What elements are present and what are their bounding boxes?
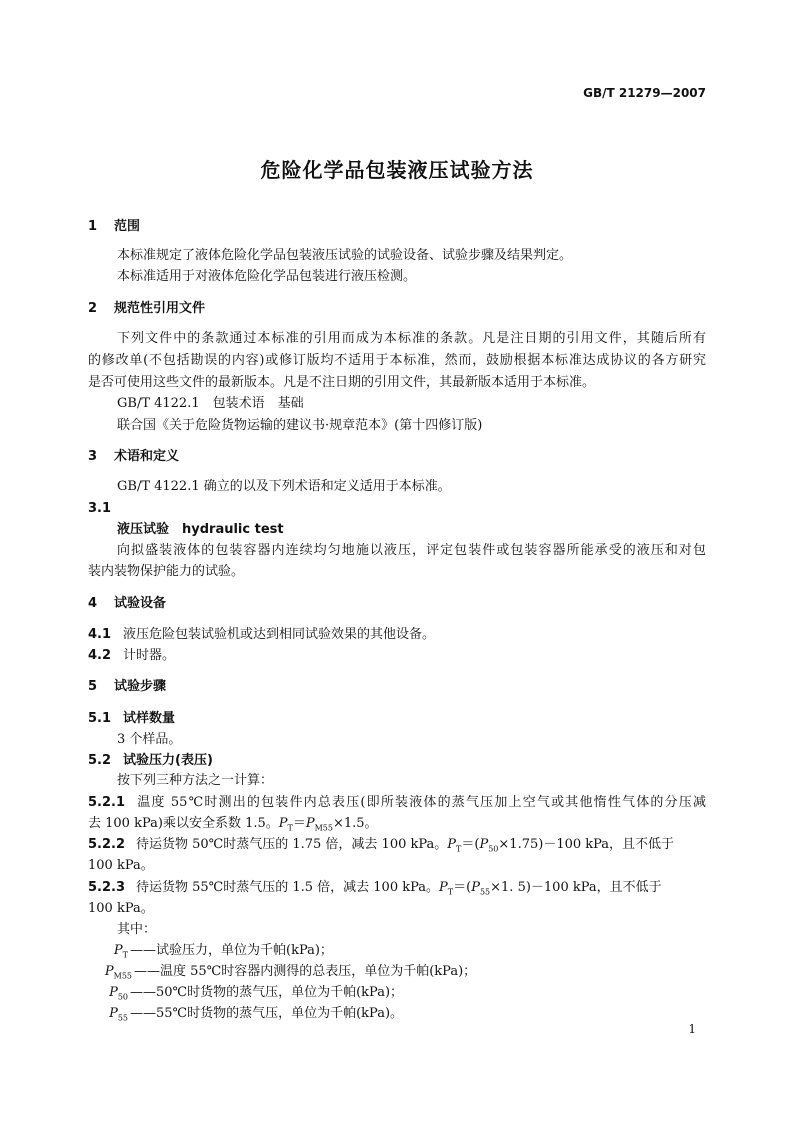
subsection-5-1-text: 3 个样品。 bbox=[117, 732, 182, 747]
section-5-heading: 5 试验步骤 bbox=[88, 679, 167, 694]
item-4-1: 4.1 液压危险包装试验机或达到相同试验效果的其他设备。 bbox=[88, 627, 436, 642]
term-hydraulic-test: 液压试验 hydraulic test bbox=[117, 522, 284, 537]
standard-code: GB/T 21279—2007 bbox=[583, 86, 706, 100]
section-3-para-1: GB/T 4122.1 确立的以及下列术语和定义适用于本标准。 bbox=[117, 479, 451, 494]
section-2-para-line-3: 是否可使用这些文件的最新版本。凡是不注日期的引用文件，其最新版本适用于本标准。 bbox=[88, 375, 596, 390]
clause-5-2-1-line-2: 去 100 kPa)乘以安全系数 1.5。$P_T=P_{M55}\times 1.5$。 bbox=[88, 816, 378, 833]
symbol-pm55-desc: ——温度 55℃时容器内测得的总表压，单位为千帕(kPa)； bbox=[134, 964, 477, 979]
document-title: 危险化学品包装液压试验方法 bbox=[260, 158, 534, 182]
section-2-para-line-2: 的修改单(不包括勘误的内容)或修订版均不适用于本标准，然而，鼓励根据本标准达成协议的各方研究 bbox=[88, 353, 706, 368]
symbol-p55: $P_{55}$ bbox=[109, 1006, 128, 1023]
where-label: 其中： bbox=[117, 922, 157, 937]
subsection-5-2-heading: 5.2 试验压力(表压) bbox=[88, 753, 213, 768]
section-3-heading: 3 术语和定义 bbox=[88, 449, 180, 464]
reference-1: GB/T 4122.1 包装术语 基础 bbox=[117, 396, 304, 411]
section-1-heading: 1 范围 bbox=[88, 219, 141, 234]
item-4-2: 4.2 计时器。 bbox=[88, 648, 176, 663]
page-number: 1 bbox=[688, 1022, 696, 1036]
section-2-heading: 2 规范性引用文件 bbox=[88, 301, 206, 316]
term-definition-line-1: 向拟盛装液体的包装容器内连续均匀地施以液压，评定包装件或包装容器所能承受的液压和对包 bbox=[117, 543, 706, 558]
clause-5-2-2-line-2: 100 kPa。 bbox=[88, 858, 154, 873]
clause-5-2-1-line-1: 5.2.1 温度 55℃时测出的包装件内总表压(即所装液体的蒸气压加上空气或其他惰性气体的分压减 bbox=[88, 795, 706, 810]
section-4-heading: 4 试验设备 bbox=[88, 596, 167, 611]
term-definition-line-2: 装内装物保护能力的试验。 bbox=[88, 564, 245, 579]
section-2-para-line-1: 下列文件中的条款通过本标准的引用而成为本标准的条款。凡是注日期的引用文件，其随后所有 bbox=[117, 331, 706, 346]
symbol-pt: $P_T$ bbox=[113, 943, 128, 960]
clause-5-2-3-line-1: 5.2.3 待运货物 55℃时蒸气压的 1.5 倍，减去 100 kPa。$P_T=(P_{55}\times 1$. 5)－100 kPa，且不低于 bbox=[88, 880, 662, 897]
subsection-3-1-number: 3.1 bbox=[88, 501, 112, 516]
clause-5-2-3-line-2: 100 kPa。 bbox=[88, 901, 154, 916]
reference-2: 联合国《关于危险货物运输的建议书·规章范本》(第十四修订版) bbox=[117, 418, 483, 433]
symbol-p50: $P_{50}$ bbox=[109, 985, 128, 1002]
section-1-para-1: 本标准规定了液体危险化学品包装液压试验的试验设备、试验步骤及结果判定。 bbox=[117, 248, 573, 263]
symbol-p55-desc: ——55℃时货物的蒸气压，单位为千帕(kPa)。 bbox=[130, 1006, 404, 1021]
symbol-p50-desc: ——50℃时货物的蒸气压，单位为千帕(kPa)； bbox=[130, 985, 404, 1000]
symbol-pm55: $P_{M55}$ bbox=[104, 964, 132, 981]
clause-5-2-2-line-1: 5.2.2 待运货物 50℃时蒸气压的 1.75 倍，减去 100 kPa。$P_T=(P_{50}\times 1.75)-100$ kPa，且不低于 bbox=[88, 837, 675, 854]
section-1-para-2: 本标准适用于对液体危险化学品包装进行液压检测。 bbox=[117, 269, 417, 284]
symbol-pt-desc: ——试验压力，单位为千帕(kPa)； bbox=[130, 943, 333, 958]
subsection-5-1-heading: 5.1 试样数量 bbox=[88, 711, 176, 726]
subsection-5-2-text: 按下列三种方法之一计算： bbox=[117, 773, 274, 788]
